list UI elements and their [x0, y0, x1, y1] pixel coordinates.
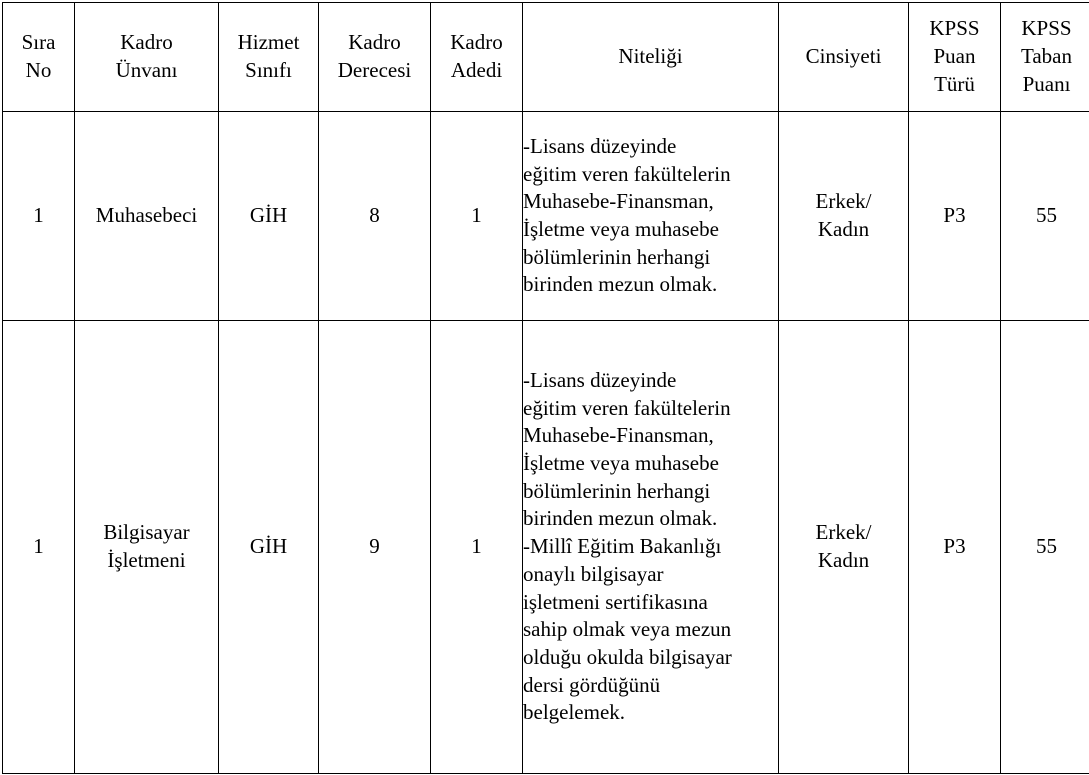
cell-kpss-puan-turu: P3 [909, 112, 1001, 321]
header-kadro-adedi: Kadro Adedi [431, 3, 523, 112]
cell-cinsiyeti: Erkek/ Kadın [779, 321, 909, 774]
cell-kadro-adedi: 1 [431, 321, 523, 774]
table-row [3, 112, 1089, 321]
header-niteligi: Niteliği [523, 3, 779, 112]
cell-niteligi: -Lisans düzeyinde eğitim veren fakültelerin Muhasebe-Finansman, İşletme veya muhasebe bölümlerinin herhangi birinden mezun olmak. [523, 112, 779, 321]
table-body [3, 112, 1089, 774]
cell-hizmet-sinifi: GİH [219, 112, 319, 321]
cell-kadro-adedi: 1 [431, 112, 523, 321]
kadro-table [2, 2, 1089, 774]
cell-hizmet-sinifi: GİH [219, 321, 319, 774]
header-kadro-derecesi: Kadro Derecesi [319, 3, 431, 112]
cell-sira-no: 1 [3, 112, 75, 321]
cell-kadro-derecesi: 8 [319, 112, 431, 321]
header-sira-no: Sıra No [3, 3, 75, 112]
cell-kpss-taban-puani: 55 [1001, 112, 1089, 321]
header-kpss-taban-puani: KPSS Taban Puanı [1001, 3, 1089, 112]
cell-cinsiyeti: Erkek/ Kadın [779, 112, 909, 321]
cell-niteligi: -Lisans düzeyinde eğitim veren fakültelerin Muhasebe-Finansman, İşletme veya muhasebe bölümlerinin herhangi birinden mezun olmak. -Millî Eğitim Bakanlığı onaylı bilgisayar işletmeni sertifikasına sahip olmak veya mezun olduğu okulda bilgisayar dersi gördüğünü belgelemek. [523, 321, 779, 774]
cell-kpss-taban-puani: 55 [1001, 321, 1089, 774]
table-row [3, 321, 1089, 774]
table-header [3, 3, 1089, 112]
cell-kadro-unvani: Muhasebeci [75, 112, 219, 321]
cell-sira-no: 1 [3, 321, 75, 774]
header-cinsiyeti: Cinsiyeti [779, 3, 909, 112]
header-kpss-puan-turu: KPSS Puan Türü [909, 3, 1001, 112]
header-row [3, 3, 1089, 112]
cell-kadro-unvani: Bilgisayar İşletmeni [75, 321, 219, 774]
header-hizmet-sinifi: Hizmet Sınıfı [219, 3, 319, 112]
header-kadro-unvani: Kadro Ünvanı [75, 3, 219, 112]
cell-kadro-derecesi: 9 [319, 321, 431, 774]
document-page [0, 2, 1089, 775]
cell-kpss-puan-turu: P3 [909, 321, 1001, 774]
